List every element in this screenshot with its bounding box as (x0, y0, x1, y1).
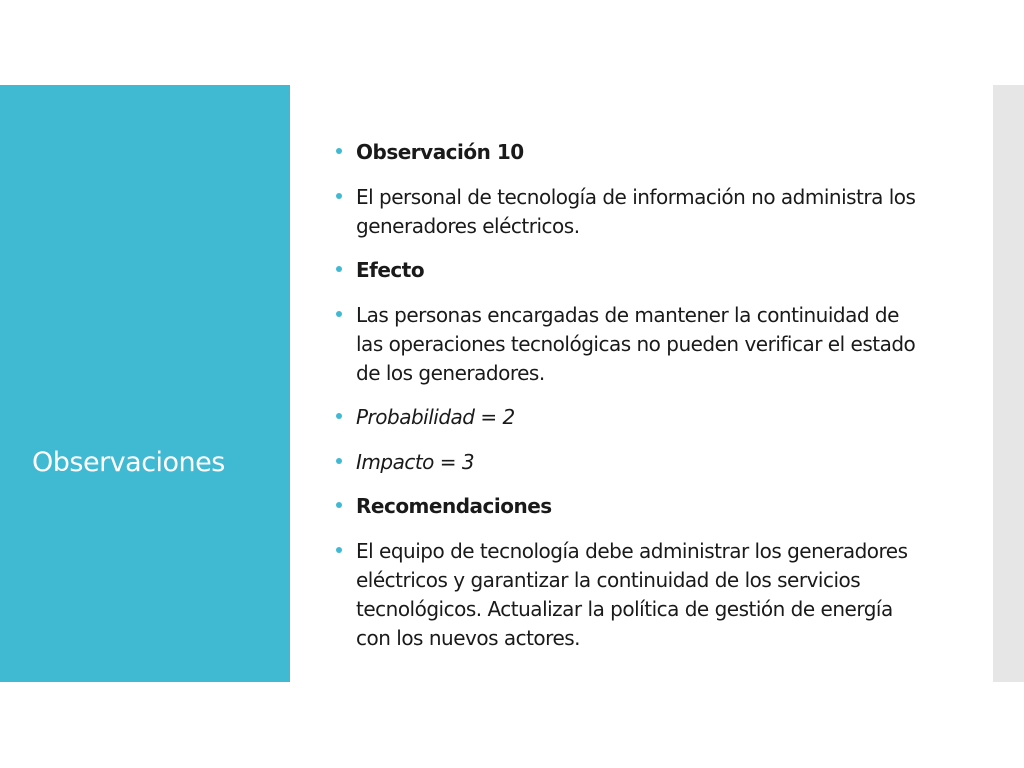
bullet-text: Probabilidad = 2 (356, 405, 515, 429)
slide-title: Observaciones (32, 447, 225, 478)
bullet-text: Impacto = 3 (356, 449, 475, 474)
bullet-dot-icon (336, 458, 342, 464)
bullet-text: Las personas encargadas de mantener la continuidad de las operaciones tecnológicas no pueden verificar el estado de los generadores. (356, 302, 916, 385)
bullet-item-recommendations-text (333, 537, 923, 653)
right-decorative-strip (993, 85, 1024, 682)
bullet-text: Efecto (356, 258, 425, 282)
bullet-item-effect-text (333, 301, 923, 388)
bullet-text: Recomendaciones (356, 494, 552, 518)
bullet-item-observation-heading (333, 138, 923, 167)
bullet-item-probability (333, 403, 923, 432)
bullet-dot-icon (336, 547, 342, 553)
bullet-item-recommendations-heading (333, 492, 923, 521)
bullet-dot-icon (336, 148, 342, 154)
bullet-dot-icon (336, 266, 342, 272)
bullet-dot-icon (336, 311, 342, 317)
bullet-dot-icon (336, 193, 342, 199)
bullet-text: El personal de tecnología de información no administra los generadores eléctricos. (356, 184, 916, 238)
bullet-text: Observación 10 (356, 140, 524, 164)
bullet-text: El equipo de tecnología debe administrar los generadores eléctricos y garantizar la continuidad de los servicios tecnológicos. Actualizar la política de gestión de energía con los nuevos actores. (356, 538, 908, 650)
bullet-dot-icon (336, 413, 342, 419)
bullet-list (333, 138, 923, 668)
title-panel (0, 85, 290, 682)
bullet-item-effect-heading (333, 256, 923, 285)
bullet-item-observation-text (333, 183, 923, 241)
bullet-item-impact (333, 448, 923, 477)
bullet-dot-icon (336, 502, 342, 508)
